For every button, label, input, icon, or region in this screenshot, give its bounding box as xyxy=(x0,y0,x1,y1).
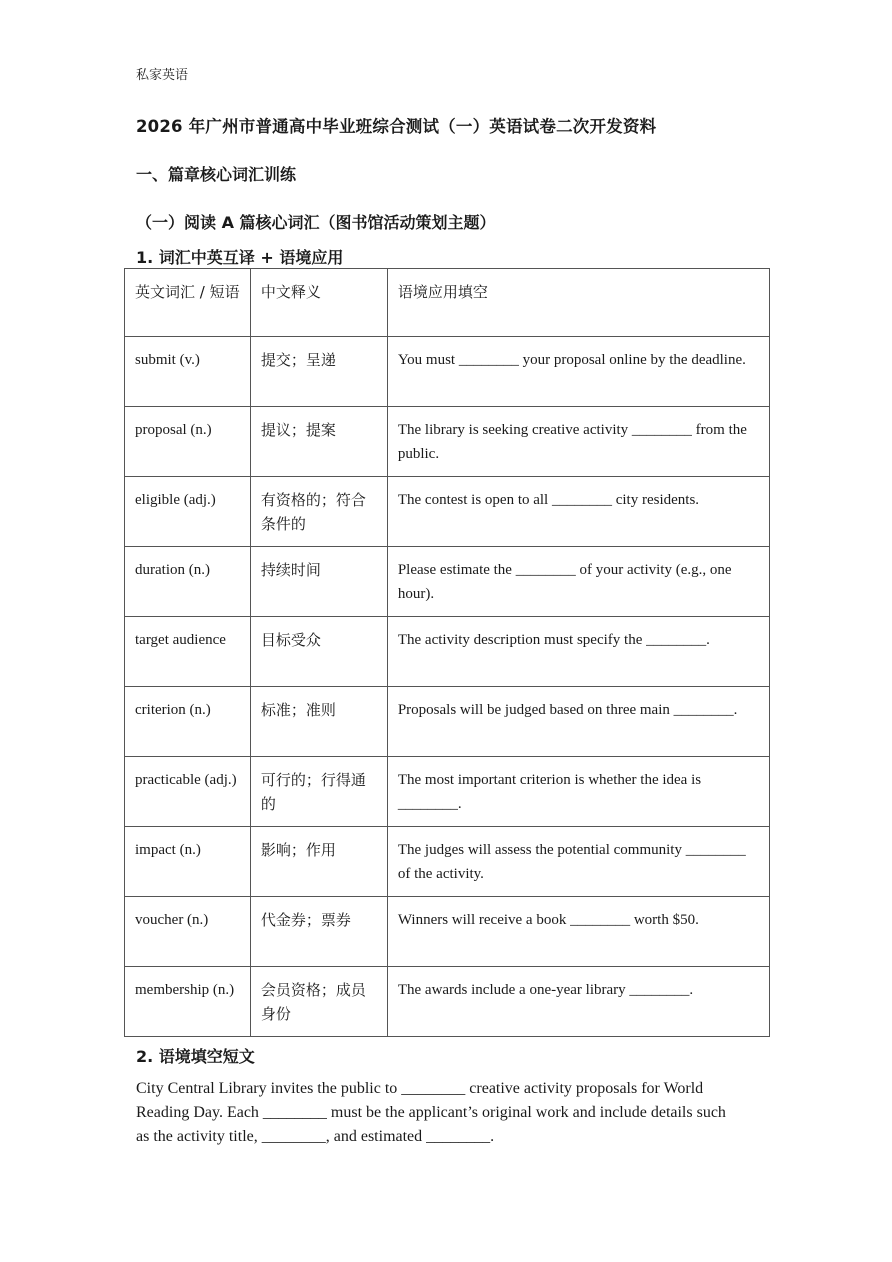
vocabulary-table xyxy=(124,268,770,1037)
page-title: 2026 年广州市普通高中毕业班综合测试（一）英语试卷二次开发资料 xyxy=(136,117,657,136)
chinese-meaning-cell: 提交；呈递 xyxy=(250,337,387,407)
english-term-cell: criterion (n.) xyxy=(125,687,251,757)
english-term-cell: practicable (adj.) xyxy=(125,757,251,827)
header-note: 私家英语 xyxy=(136,68,189,83)
english-term-cell: voucher (n.) xyxy=(125,897,251,967)
chinese-meaning-cell: 有资格的；符合条件的 xyxy=(250,477,387,547)
chinese-meaning-cell: 可行的；行得通的 xyxy=(250,757,387,827)
context-sentence-cell: The library is seeking creative activity ________ from the public. xyxy=(387,407,769,477)
table-row xyxy=(125,477,770,547)
chinese-meaning-cell: 代金券；票券 xyxy=(250,897,387,967)
section-heading-vocab: 一、篇章核心词汇训练 xyxy=(136,165,297,184)
english-term-cell: membership (n.) xyxy=(125,967,251,1037)
chinese-meaning-cell: 影响；作用 xyxy=(250,827,387,897)
subsection-heading-cloze: 2. 语境填空短文 xyxy=(136,1047,255,1066)
table-row xyxy=(125,897,770,967)
column-header-context: 语境应用填空 xyxy=(387,269,769,337)
chinese-meaning-cell: 会员资格；成员身份 xyxy=(250,967,387,1037)
table-row xyxy=(125,617,770,687)
context-sentence-cell: Proposals will be judged based on three main ________. xyxy=(387,687,769,757)
context-sentence-cell: Winners will receive a book ________ worth $50. xyxy=(387,897,769,967)
context-sentence-cell: The most important criterion is whether the idea is ________. xyxy=(387,757,769,827)
chinese-meaning-cell: 目标受众 xyxy=(250,617,387,687)
table-row xyxy=(125,687,770,757)
english-term-cell: proposal (n.) xyxy=(125,407,251,477)
english-term-cell: target audience xyxy=(125,617,251,687)
chinese-meaning-cell: 持续时间 xyxy=(250,547,387,617)
context-sentence-cell: Please estimate the ________ of your activity (e.g., one hour). xyxy=(387,547,769,617)
english-term-cell: eligible (adj.) xyxy=(125,477,251,547)
context-sentence-cell: The judges will assess the potential community ________ of the activity. xyxy=(387,827,769,897)
chinese-meaning-cell: 标准；准则 xyxy=(250,687,387,757)
table-row xyxy=(125,407,770,477)
subsection-heading-translation: 1. 词汇中英互译 + 语境应用 xyxy=(136,248,344,267)
context-sentence-cell: The contest is open to all ________ city residents. xyxy=(387,477,769,547)
chinese-meaning-cell: 提议；提案 xyxy=(250,407,387,477)
cloze-passage: City Central Library invites the public to ________ creative activity proposals for World Reading Day. Each ________ must be the applicant’s original work and include details such as the activity title, ________, and estimated ________. xyxy=(136,1080,726,1145)
context-sentence-cell: The activity description must specify the ________. xyxy=(387,617,769,687)
table-row xyxy=(125,547,770,617)
english-term-cell: duration (n.) xyxy=(125,547,251,617)
context-sentence-cell: The awards include a one-year library ________. xyxy=(387,967,769,1037)
column-header-chinese: 中文释义 xyxy=(250,269,387,337)
table-row xyxy=(125,967,770,1037)
table-row xyxy=(125,757,770,827)
english-term-cell: submit (v.) xyxy=(125,337,251,407)
context-sentence-cell: You must ________ your proposal online by the deadline. xyxy=(387,337,769,407)
section-heading-reading: （一）阅读 A 篇核心词汇（图书馆活动策划主题） xyxy=(136,213,496,232)
english-term-cell: impact (n.) xyxy=(125,827,251,897)
table-row xyxy=(125,827,770,897)
table-row xyxy=(125,337,770,407)
table-header-row xyxy=(125,269,770,337)
column-header-english: 英文词汇 / 短语 xyxy=(125,269,251,337)
